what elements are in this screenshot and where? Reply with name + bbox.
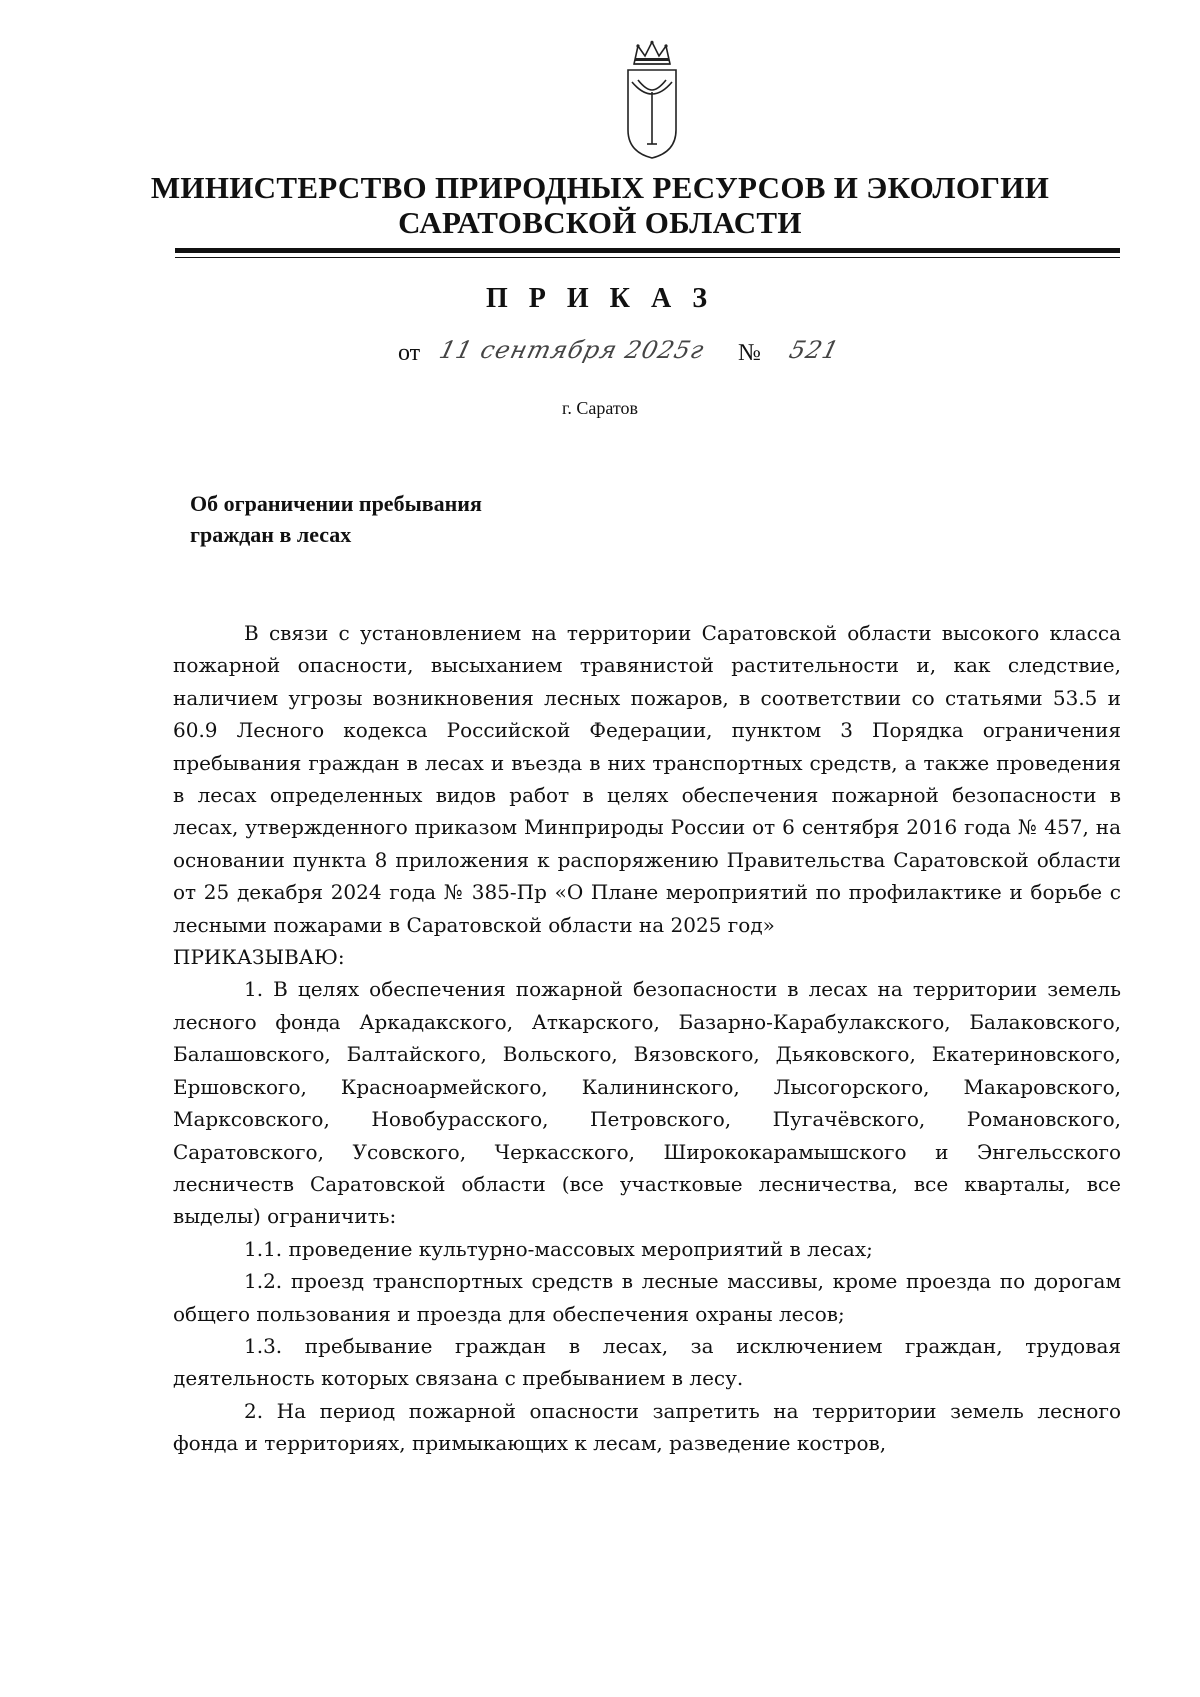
order-body (173, 617, 1121, 1460)
order-subject (190, 488, 690, 550)
ministry-name-line-1: МИНИСТЕРСТВО ПРИРОДНЫХ РЕСУРСОВ И ЭКОЛОГИИ (150, 170, 1050, 205)
subject-line-1: Об ограничении пребывания (190, 491, 482, 516)
order-word: ПРИКАЗЫВАЮ: (173, 945, 345, 970)
city-name: г. Саратов (562, 398, 638, 418)
number-sign: № (738, 340, 761, 366)
date-prefix: от (398, 340, 421, 366)
order-item-1-2: 1.2. проезд транспортных средств в лесные массивы, кроме проезда по дорогам общего пользования и проезда для обеспечения охраны лесов; (173, 1269, 1121, 1326)
order-item-1-3: 1.3. пребывание граждан в лесах, за исключением граждан, трудовая деятельность которых связана с пребыванием в лесу. (173, 1333, 1121, 1391)
header-divider-thick (175, 248, 1120, 253)
coat-of-arms-emblem (620, 40, 684, 160)
subject-line-2: граждан в лесах (190, 522, 352, 547)
handwritten-date: 11 сентября 2025г (436, 336, 708, 364)
order-item-1: 1. В целях обеспечения пожарной безопасности в лесах на территории земель лесного фонда Аркадакского, Аткарского, Базарно-Карабулакского, Балаковского, Балашовского, Балтайского, Вольского, Вязовского, Дьяковского, Екатериновского, Ершовского, Красноармейского, Калининского, Лысогорского, Макаровского, Марксовского, Новобурасского, Петровского, Пугачёвского, Романовского, Саратовского, Усовского, Черкасского, Ширококарамышского и Энгельсского лесничеств Саратовской области (все участковые лесничества, все кварталы, все выделы) ограничить: (173, 977, 1121, 1229)
order-item-2: 2. На период пожарной опасности запретить на территории земель лесного фонда и территориях, примыкающих к лесам, разведение костров, (173, 1398, 1121, 1456)
order-item-1-1: 1.1. проведение культурно-массовых мероприятий в лесах; (244, 1236, 873, 1261)
order-title: П Р И К А З (486, 283, 714, 314)
ministry-name-line-2: САРАТОВСКОЙ ОБЛАСТИ (398, 205, 802, 240)
handwritten-order-number: 521 (786, 336, 843, 364)
preamble-paragraph: В связи с установлением на территории Саратовской области высокого класса пожарной опасности, высыханием травянистой растительности и, как следствие, наличием угрозы возникновения лесных пожаров, в соответствии со статьями 53.5 и 60.9 Лесного кодекса Российской Федерации, пунктом 3 Порядка ограничения пребывания граждан в лесах и въезда в них транспортных средств, а также проведения в лесах определенных видов работ в целях обеспечения пожарной безопасности в лесах, утвержденного приказом Минприроды России от 6 сентября 2016 года № 457, на основании пункта 8 приложения к распоряжению Правительства Саратовской области от 25 декабря 2024 года № 385-Пр «О Плане мероприятий по профилактике и борьбе с лесными пожарами в Саратовской области на 2025 год» (173, 621, 1121, 937)
header-divider-thin (175, 257, 1120, 258)
